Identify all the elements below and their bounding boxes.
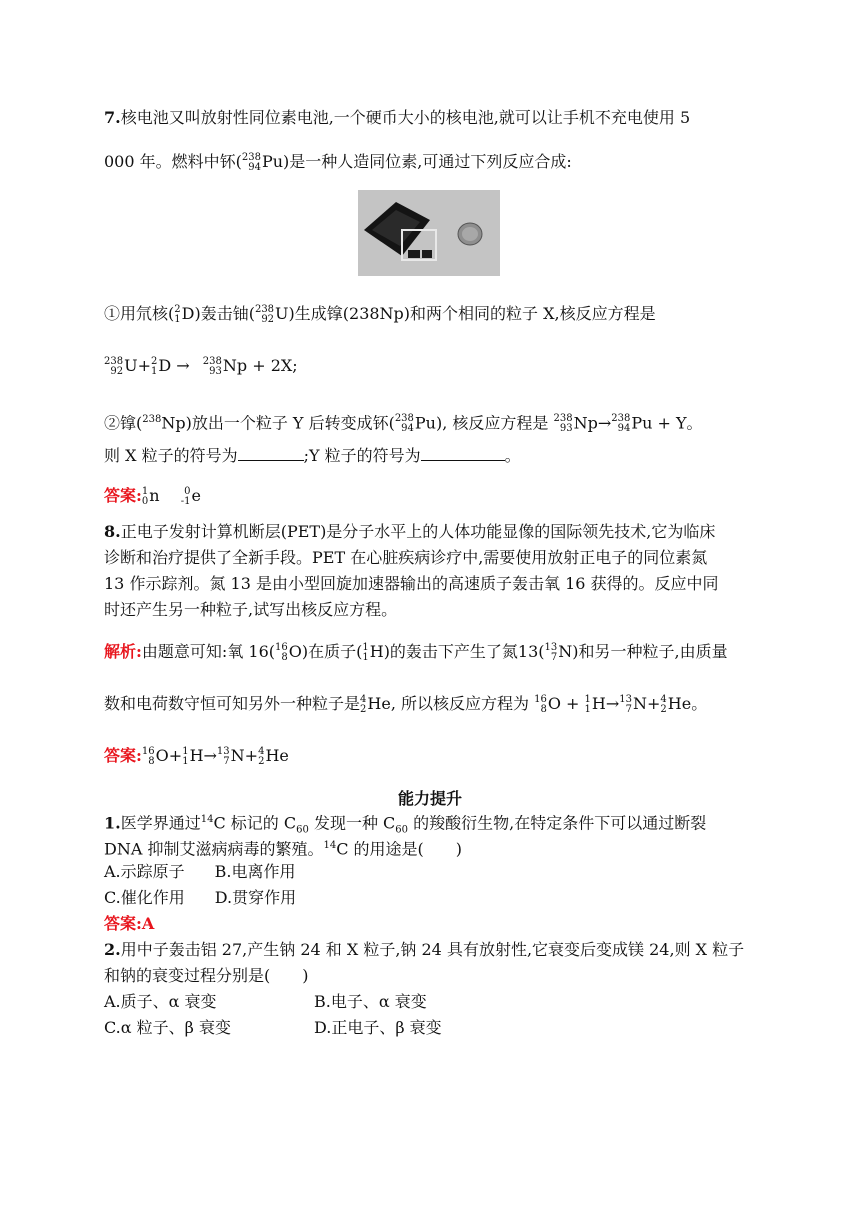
ans-n-number: 0 (141, 495, 149, 507)
u-mass: 238 (254, 303, 275, 315)
p2-options-cd (104, 1016, 442, 1040)
p2-option-b[interactable]: B.电子、α 衰变 (314, 992, 427, 1011)
q8-analysis-label: 解析: (104, 642, 142, 661)
eq1-d: D → (158, 356, 190, 375)
p2-option-a[interactable]: A.质子、α 衰变 (104, 992, 217, 1011)
an1-b: O)在质子( (288, 642, 363, 661)
eq2-np-isotope (554, 414, 573, 434)
ans-he: He (265, 746, 289, 765)
eq1-np-number: 93 (209, 365, 222, 377)
q8-text-4: 时还产生另一种粒子,试写出核反应方程。 (104, 600, 398, 619)
an-o-number: 8 (281, 651, 288, 663)
an2-h-number: 1 (584, 703, 591, 715)
ans-h-mass: 1 (182, 745, 189, 757)
p2-number: 2. (104, 940, 121, 959)
q7-line-1 (104, 106, 690, 130)
p1-option-a[interactable]: A.示踪原子 (104, 862, 185, 881)
ans-e-number: -1 (180, 495, 191, 507)
ans-neutron: n (149, 486, 160, 505)
ans-o-isotope (142, 747, 155, 767)
q8-analysis-line-2 (104, 692, 707, 716)
an-h-number: 1 (362, 651, 369, 663)
an2-b: He, 所以核反应方程为 (367, 694, 529, 713)
p1-c60-sub: 60 (296, 824, 309, 836)
p1-number: 1. (104, 813, 121, 833)
an2-he-number: 2 (360, 703, 367, 715)
pu-number: 94 (248, 161, 261, 173)
nuclear-battery-photo (358, 190, 500, 276)
q8-answer-label: 答案: (104, 746, 142, 765)
eq1-u: U+ (124, 356, 151, 375)
an2-he-mass: 4 (360, 693, 367, 705)
ans-n: N+ (230, 746, 259, 765)
p1-line-2 (104, 834, 462, 861)
q7-ask-c: 。 (504, 446, 521, 465)
ans-h-number: 1 (182, 755, 189, 767)
eq2-np: Np→ (573, 413, 612, 433)
ans-he-number: 2 (258, 755, 265, 767)
eq2-np-mass: 238 (553, 412, 573, 424)
p1-options-cd (104, 886, 296, 910)
q7-item-2 (104, 408, 703, 435)
q7-item1-c: U)生成镎(238Np)和两个相同的粒子 X,核反应方程是 (275, 304, 656, 323)
eq1-np-mass: 238 (202, 355, 222, 367)
an2-n-isotope (619, 695, 632, 715)
d-number: 1 (174, 313, 181, 325)
ans-o: O+ (155, 746, 183, 765)
p2-text-1: 用中子轰击铝 27,产生钠 24 和 X 粒子,钠 24 具有放射性,它衰变后变成镁 24,则 X 粒子 (120, 940, 745, 959)
ans-he-isotope (258, 747, 264, 767)
eq1-d-isotope (151, 357, 157, 377)
an-h-isotope (362, 643, 368, 663)
q7-ask-a: 则 X 粒子的符号为 (104, 446, 238, 465)
ans-n-mass2: 13 (216, 745, 230, 757)
eq1-u-number: 92 (110, 365, 124, 377)
an2-he2-isotope (660, 695, 666, 715)
q8-text-2: 诊断和治疗提供了全新手段。PET 在心脏疾病诊疗中,需要使用放射正电子的同位素氮 (104, 548, 708, 567)
p1-answer: 答案:A (104, 914, 155, 933)
q7-number: 7. (104, 108, 121, 127)
an2-o-mass: 16 (534, 693, 547, 705)
q8-line-3 (104, 572, 719, 596)
an-o-mass: 16 (275, 641, 288, 653)
ans-n-isotope (217, 747, 230, 767)
an2-n-mass: 13 (619, 693, 632, 705)
p2-text-2: 和钠的衰变过程分别是( ) (104, 966, 309, 985)
p2-option-d[interactable]: D.正电子、β 衰变 (314, 1018, 442, 1037)
an-n-isotope (545, 643, 558, 663)
p1-text-1b: C 标记的 C (213, 813, 297, 833)
q7-line-2 (104, 150, 572, 174)
q7-item2-c: Pu), 核反应方程是 (414, 413, 549, 433)
p1-option-d[interactable]: D.贯穿作用 (214, 888, 297, 907)
q7-item2-b: Np)放出一个粒子 Y 后转变成钚( (161, 413, 395, 433)
ans-neutron-isotope (142, 487, 148, 507)
eq1-d-mass: 2 (150, 355, 158, 367)
q7-text-2a: 000 年。燃料中钚( (104, 152, 242, 171)
p1-option-b[interactable]: B.电离作用 (214, 862, 296, 881)
an2-o: O + (547, 694, 580, 713)
p1-text-1c: 发现一种 C (308, 813, 396, 833)
an2-o-isotope (534, 695, 547, 715)
an1-a: 由题意可知:氧 16( (141, 642, 276, 661)
an2-a: 数和电荷数守恒可知另外一种粒子是 (104, 694, 361, 713)
p1-c14-sup-2: 14 (323, 840, 337, 851)
eq2-tail: Pu + Y。 (631, 413, 703, 433)
q7-answer-label: 答案: (104, 486, 142, 505)
y-symbol-blank[interactable] (421, 444, 505, 461)
eq1-u-mass: 238 (104, 355, 124, 367)
p1-text-2b: C 的用途是( ) (336, 839, 463, 859)
an-o-isotope (275, 643, 288, 663)
an2-he2-mass: 4 (660, 693, 667, 705)
pu-mass: 238 (241, 151, 261, 163)
an2-o-number: 8 (540, 703, 547, 715)
ans-positron: e (191, 486, 201, 505)
eq2-pu-isotope (611, 414, 630, 434)
u-number: 92 (261, 313, 275, 325)
battery-and-coin-image (358, 190, 500, 276)
an1-d: N)和另一种粒子,由质量 (558, 642, 728, 661)
p1-text-1a: 医学界通过 (120, 813, 201, 833)
p2-options-ab (104, 990, 427, 1014)
item2-pu-isotope (395, 414, 414, 434)
p1-option-c[interactable]: C.催化作用 (104, 888, 185, 907)
q8-analysis-line-1 (104, 640, 728, 664)
an1-c: H)的轰击下产生了氮13( (369, 642, 545, 661)
item2-np-sup: 238 (142, 414, 162, 425)
p2-option-c[interactable]: C.α 粒子、β 衰变 (104, 1018, 231, 1037)
ans-h: H→ (189, 746, 217, 765)
pu-isotope-label (242, 153, 261, 173)
an2-h: H→ (591, 694, 620, 713)
an-h-mass: 1 (362, 641, 369, 653)
q7-text-2b: Pu)是一种人造同位素,可通过下列反应合成: (261, 152, 572, 171)
p1-c14-sup: 14 (200, 814, 214, 825)
q8-text-1: 正电子发射计算机断层(PET)是分子水平上的人体功能显像的国际领先技术,它为临床 (120, 522, 716, 541)
an2-he: He。 (667, 694, 708, 713)
q8-answer (104, 744, 289, 768)
p2-line-1 (104, 938, 744, 962)
d-isotope-label (174, 305, 180, 325)
q7-item1-b: D)轰击铀( (181, 304, 255, 323)
an2-he-isotope (360, 695, 366, 715)
ans-positron-isotope (181, 487, 191, 507)
an2-n: N+ (633, 694, 661, 713)
q8-line-1 (104, 520, 715, 544)
item2-pu-mass: 238 (394, 412, 414, 424)
u-isotope-label (255, 305, 274, 325)
an2-h-isotope (585, 695, 591, 715)
q7-text-1: 核电池又叫放射性同位素电池,一个硬币大小的核电池,就可以让手机不充电使用 5 (120, 108, 691, 127)
ans-o-mass: 16 (141, 745, 155, 757)
p1-text-1d: 的羧酸衍生物,在特定条件下可以通过断裂 (408, 813, 707, 833)
q8-number: 8. (104, 522, 121, 541)
q7-answer (104, 484, 201, 508)
p1-c60-sub-2: 60 (395, 824, 409, 836)
q8-line-2 (104, 546, 707, 570)
eq1-d-number: 1 (150, 365, 158, 377)
q7-item2-a: ②镎( (104, 413, 143, 433)
an-n-mass: 13 (544, 641, 558, 653)
ans-h-isotope (182, 747, 188, 767)
p2-line-2 (104, 964, 309, 988)
eq2-pu-mass: 238 (611, 412, 631, 424)
q7-item1-a: ①用氘核( (104, 304, 175, 323)
p1-text-2a: DNA 抑制艾滋病病毒的繁殖。 (104, 839, 324, 859)
p1-options-ab (104, 860, 296, 884)
q8-line-4 (104, 598, 397, 622)
an2-h-mass: 1 (584, 693, 591, 705)
ans-n-number2: 7 (223, 755, 230, 767)
q7-ask-b: ;Y 粒子的符号为 (303, 446, 421, 465)
ans-n-mass: 1 (141, 485, 149, 497)
section-title: 能力提升 (397, 789, 462, 808)
x-symbol-blank[interactable] (238, 444, 304, 461)
eq1-tail: Np + 2X; (222, 356, 298, 375)
q8-text-3: 13 作示踪剂。氮 13 是由小型回旋加速器输出的高速质子轰击氧 16 获得的。反应中同 (104, 574, 719, 593)
eq1-np-isotope (203, 357, 222, 377)
ans-he-mass: 4 (258, 745, 265, 757)
ans-e-mass: 0 (184, 485, 191, 497)
q7-equation-1 (104, 354, 298, 378)
an2-he2-number: 2 (660, 703, 667, 715)
q7-ask-line (104, 444, 521, 468)
eq1-u-isotope (104, 357, 123, 377)
item2-pu-number: 94 (401, 422, 414, 434)
ans-o-number: 8 (148, 755, 155, 767)
d-mass: 2 (174, 303, 181, 315)
q7-item-1 (104, 302, 656, 326)
eq2-np-number: 93 (559, 422, 573, 434)
eq2-pu-number: 94 (617, 422, 631, 434)
an2-n-number: 7 (625, 703, 632, 715)
an-n-number: 7 (550, 651, 558, 663)
